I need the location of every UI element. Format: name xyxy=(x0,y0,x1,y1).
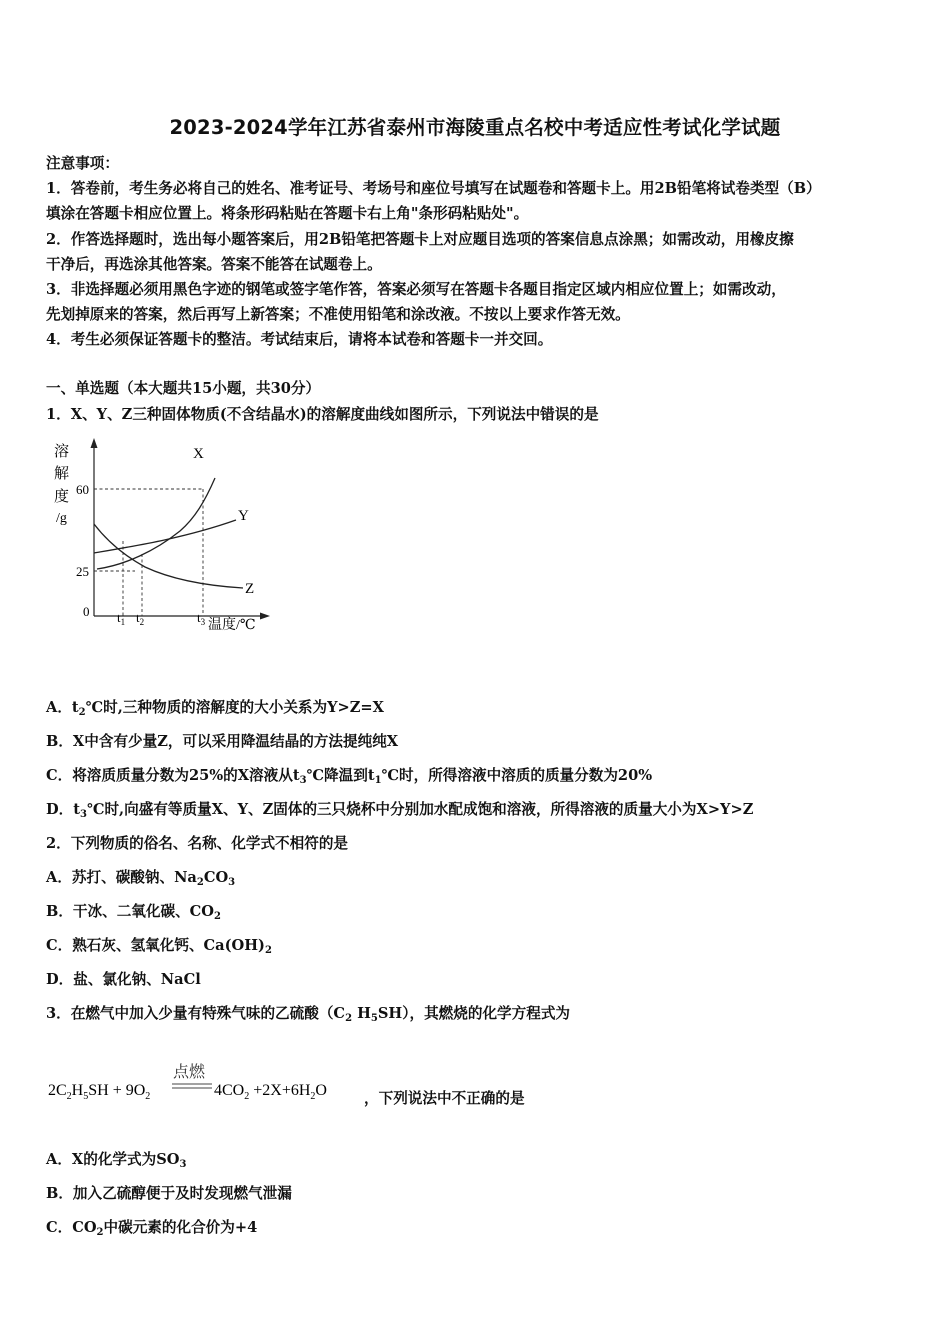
x-axis-label: 温度/℃ xyxy=(208,618,256,633)
y-tick-25: 25 xyxy=(76,564,89,579)
notes-heading: 注意事项： xyxy=(46,155,119,172)
q2-option-d: D．盐、氯化钠、NaCl xyxy=(46,971,201,988)
q2-option-b: B．干冰、二氧化碳、$CO_2$ xyxy=(46,903,221,922)
solubility-curve-figure xyxy=(45,436,285,641)
q2-option-c: C．熟石灰、氢氧化钙、$Ca(OH)_2$ xyxy=(46,937,272,956)
note-line-7: 4．考生必须保证答题卡的整洁。考试结束后，请将本试卷和答题卡一并交回。 xyxy=(46,331,553,348)
q1-option-c: C．将溶质质量分数为25%的X溶液从$t_3℃$降温到$t_1℃$时，所得溶液中溶质的质量分数为20% xyxy=(46,767,653,786)
q3-option-c: C．$CO_2$中碳元素的化合价为+4 xyxy=(46,1219,258,1238)
equation-right: $4CO_2 +2X+6H_2O$ xyxy=(214,1082,327,1102)
reaction-condition: 点燃 xyxy=(173,1064,206,1081)
q1-option-b: B．X中含有少量Z，可以采用降温结晶的方法提纯纯X xyxy=(46,733,399,750)
note-line-2: 填涂在答题卡相应位置上。将条形码粘贴在答题卡右上角"条形码粘贴处"。 xyxy=(46,205,529,222)
y-label-4: /g xyxy=(56,511,67,526)
curve-label-y: Y xyxy=(238,508,249,524)
q3-stem: 3．在燃气中加入少量有特殊气味的乙硫酸（$C_2$ $H_5SH$），其燃烧的化学方程式为 xyxy=(46,1005,571,1024)
q2-stem: 2．下列物质的俗名、名称、化学式不相符的是 xyxy=(46,835,349,852)
section-heading: 一、单选题（本大题共15小题，共30分） xyxy=(46,380,321,397)
q1-option-a: A．$t_2℃$时,三种物质的溶解度的大小关系为Y>Z=X xyxy=(46,699,384,718)
y-label-3: 度 xyxy=(54,489,70,505)
curve-x xyxy=(97,478,215,569)
y-label-2: 解 xyxy=(54,466,70,482)
note-line-6: 先划掉原来的答案，然后再写上新答案；不准使用铅笔和涂改液。不按以上要求作答无效。 xyxy=(46,306,630,323)
q1-option-d: D．$t_3℃$时,向盛有等质量X、Y、Z固体的三只烧杯中分别加水配成饱和溶液，所得溶液的质量大小为X>Y>Z xyxy=(46,801,754,820)
q3-option-a: A．X的化学式为$SO_3$ xyxy=(46,1151,187,1170)
x-tick-t1: $t_1$ xyxy=(117,610,126,627)
curve-z xyxy=(94,524,243,588)
page-title: 2023-2024学年江苏省泰州市海陵重点名校中考适应性考试化学试题 xyxy=(169,116,781,139)
curve-label-x: X xyxy=(193,446,204,462)
note-line-3: 2．作答选择题时，选出每小题答案后，用2B铅笔把答题卡上对应题目选项的答案信息点涂黑；如需改动，用橡皮擦 xyxy=(46,231,794,248)
origin-label: 0 xyxy=(83,604,90,619)
q3-option-b: B．加入乙硫醇便于及时发现燃气泄漏 xyxy=(46,1185,292,1202)
note-line-5: 3．非选择题必须用黑色字迹的钢笔或签字笔作答，答案必须写在答题卡各题目指定区域内相应位置上；如需改动， xyxy=(46,281,786,298)
x-tick-t2: $t_2$ xyxy=(136,610,145,627)
y-tick-60: 60 xyxy=(76,482,89,497)
x-axis-arrow xyxy=(260,613,270,620)
x-tick-t3: $t_3$ xyxy=(197,610,206,627)
note-line-1: 1．答卷前，考生务必将自己的姓名、准考证号、考场号和座位号填写在试题卷和答题卡上。用2B铅笔将试卷类型（B） xyxy=(46,180,821,197)
q1-stem: 1．X、Y、Z三种固体物质(不含结晶水)的溶解度曲线如图所示，下列说法中错误的是 xyxy=(46,406,599,423)
note-line-4: 干净后，再选涂其他答案。答案不能答在试题卷上。 xyxy=(46,256,382,273)
y-axis-arrow xyxy=(91,438,98,448)
q2-option-a: A．苏打、碳酸钠、$Na_2CO_3$ xyxy=(46,869,236,888)
curve-label-z: Z xyxy=(245,581,255,597)
q3-equation-tail: ，下列说法中不正确的是 xyxy=(364,1090,525,1107)
curve-y xyxy=(94,520,236,553)
y-label-1: 溶 xyxy=(54,444,70,460)
equation-left: $2C_2H_5SH + 9O_2$ xyxy=(48,1082,151,1102)
